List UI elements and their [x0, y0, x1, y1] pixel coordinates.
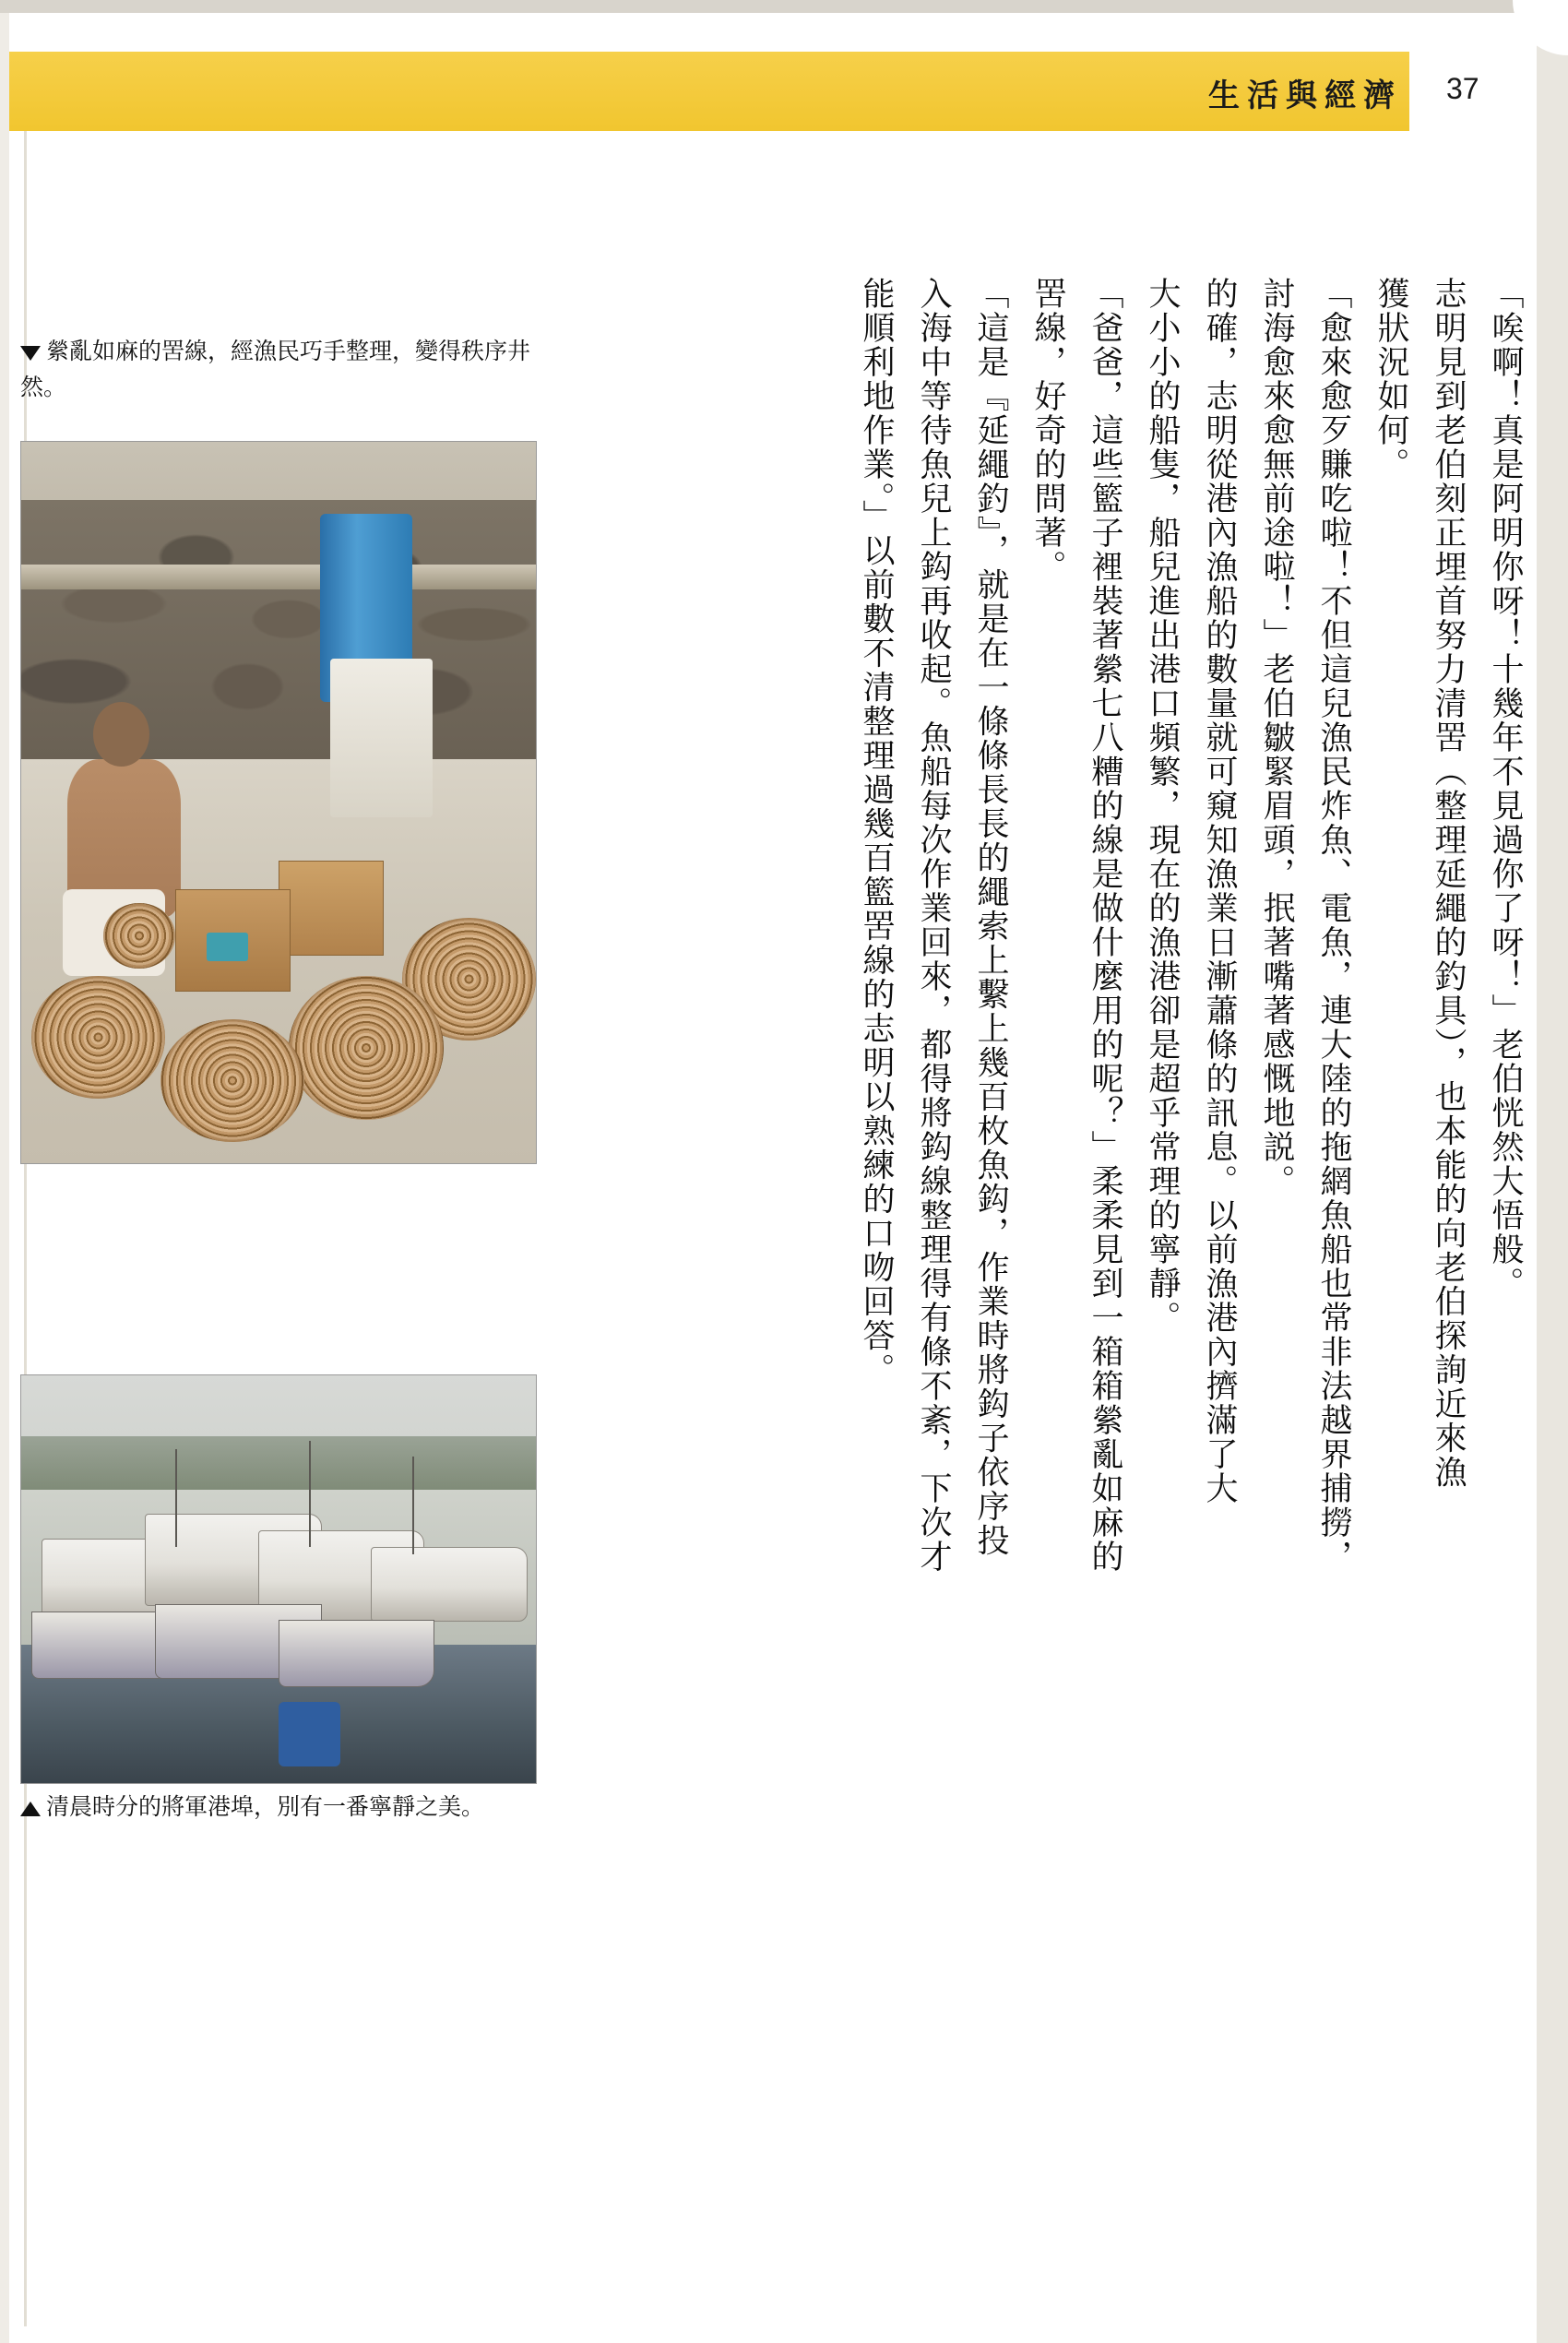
- text-column: 「爸爸，這些籃子裡裝著縈七八糟的線是做什麼用的呢？」柔柔見到一箱箱縈亂如麻的: [1087, 277, 1123, 1574]
- triangle-up-icon: [20, 1802, 41, 1816]
- fisherman-untangling-lines-photo: [20, 441, 537, 1164]
- photo-white-container: [330, 659, 434, 817]
- photo-mast: [309, 1441, 311, 1547]
- photo-mast: [412, 1457, 414, 1554]
- photo-crate-label: [207, 933, 248, 961]
- photo-line-coil: [103, 903, 175, 968]
- photo-mast: [175, 1449, 177, 1547]
- photo-hillside-region: [21, 1436, 536, 1493]
- text-column: 志明見到老伯刻正埋首努力清罟（整理延繩的釣具），也本能的向老伯探詢近來漁: [1430, 277, 1467, 1490]
- page-title: 生活與經濟: [1208, 77, 1402, 114]
- figure-caption-top-text: 縈亂如麻的罟線，經漁民巧手整理，變得秩序井然。: [20, 338, 531, 400]
- photo-wooden-crate-back: [279, 861, 384, 957]
- triangle-down-icon: [20, 346, 41, 361]
- figure-caption-top: [20, 334, 535, 406]
- text-column: 「這是『延繩釣』，就是在一條條長長的繩索上繫上幾百枚魚鈎，作業時將鈎子依序投: [972, 277, 1009, 1558]
- text-column: 「愈來愈歹賺吃啦！不但這兒漁民炸魚、電魚，連大陸的拖網魚船也常非法越界捕撈，: [1315, 277, 1352, 1574]
- page-number: 37: [1446, 72, 1479, 105]
- photo-fisherman-head: [93, 702, 149, 767]
- scan-corner: [1513, 0, 1568, 55]
- body-text-columns: [553, 277, 1531, 2168]
- photo-line-coil: [160, 1019, 304, 1142]
- figure-caption-bottom-text: 清晨時分的將軍港埠，別有一番寧靜之美。: [46, 1793, 485, 1820]
- harbor-boats-at-dawn-photo: [20, 1374, 537, 1784]
- text-column: 大小小的船隻，船兒進出港口頻繁，現在的漁港卻是超乎常理的寧靜。: [1144, 277, 1181, 1335]
- scan-edge-top: [0, 0, 1568, 13]
- text-column: 討海愈來愈無前途啦！」老伯皺緊眉頭，抿著嘴著感慨地説。: [1258, 277, 1295, 1198]
- photo-boat-hull: [279, 1620, 434, 1687]
- scan-edge-left: [0, 0, 9, 2343]
- text-column: 罟線，好奇的問著。: [1029, 277, 1066, 584]
- figure-caption-bottom: [20, 1790, 535, 1826]
- scan-edge-right: [1537, 0, 1568, 2343]
- photo-blue-tarp: [279, 1702, 340, 1767]
- photo-boat: [371, 1547, 527, 1623]
- photo-pipe-region: [21, 565, 536, 589]
- text-column: 入海中等待魚兒上鈎再收起。魚船每次作業回來，都得將鈎線整理得有條不紊，下次才: [915, 277, 952, 1574]
- text-column: 的確，志明從港內漁船的數量就可窺知漁業日漸蕭條的訊息。以前漁港內擠滿了大: [1201, 277, 1238, 1505]
- text-column: 獲狀況如何。: [1372, 277, 1409, 482]
- photo-line-coil: [31, 976, 165, 1099]
- text-column: 「唉啊！真是阿明你呀！十幾年不見過你了呀！」老伯恍然大悟般。: [1487, 277, 1524, 1301]
- photo-line-coil: [289, 976, 443, 1120]
- text-column: 能順利地作業。」以前數不清整理過幾百籃罟線的志明以熟練的口吻回答。: [858, 277, 895, 1387]
